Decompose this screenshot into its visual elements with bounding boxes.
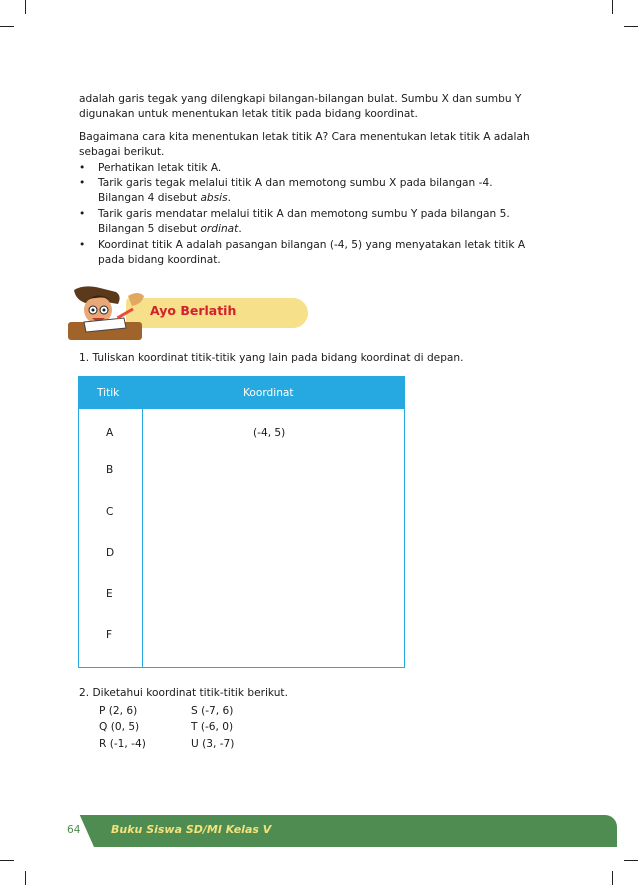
point-value: U (3, -7)	[191, 737, 235, 750]
student-writing-icon	[66, 282, 148, 344]
crop-mark	[25, 0, 26, 14]
body-text	[79, 92, 559, 268]
crop-mark	[624, 26, 638, 27]
text-line: Bilangan 4 disebut	[98, 192, 201, 205]
text-line: Tarik garis mendatar melalui titik A dan memotong sumbu Y pada bilangan 5.	[98, 207, 510, 220]
intro-paragraph	[79, 92, 559, 123]
list-item	[79, 238, 559, 269]
cell-point: A	[106, 427, 114, 439]
term-absis: absis	[200, 192, 228, 205]
cell-coordinate: (-4, 5)	[253, 427, 286, 439]
text-line: digunakan untuk menentukan letak titik pada bidang koordinat.	[79, 108, 418, 121]
table-header	[79, 377, 404, 409]
term-ordinat: ordinat	[200, 223, 239, 236]
list-item	[99, 703, 299, 719]
steps-list	[79, 161, 559, 269]
crop-mark	[25, 871, 26, 885]
section-banner	[66, 282, 256, 344]
column-divider	[142, 409, 143, 667]
text-line: .	[238, 223, 242, 236]
list-item	[79, 176, 559, 207]
page-number: 64	[67, 824, 81, 836]
point-value: T (-6, 0)	[191, 721, 234, 734]
header-point: Titik	[97, 387, 120, 399]
text-line: Bagaimana cara kita menentukan letak titik A? Cara menentukan letak titik A adalah	[79, 130, 530, 143]
point-value: S (-7, 6)	[191, 705, 234, 717]
cell-point: F	[106, 629, 113, 641]
point-value: Q (0, 5)	[99, 721, 140, 734]
coordinate-table	[78, 376, 405, 668]
points-list	[99, 703, 299, 752]
point-value: P (2, 6)	[99, 705, 138, 717]
list-item	[79, 207, 559, 238]
header-coordinate: Koordinat	[243, 387, 294, 399]
cell-point: B	[106, 464, 114, 476]
text-line: sebagai berikut.	[79, 146, 165, 159]
cell-point: D	[106, 547, 115, 559]
crop-mark	[612, 0, 613, 14]
exercise-1: 1. Tuliskan koordinat titik-titik yang lain pada bidang koordinat di depan.	[79, 352, 464, 364]
text-line: pada bidang koordinat.	[98, 254, 221, 267]
page-footer	[52, 815, 617, 847]
text-line: Koordinat titik A adalah pasangan bilangan (-4, 5) yang menyatakan letak titik A	[98, 238, 526, 251]
question-paragraph	[79, 130, 559, 161]
book-title: Buku Siswa SD/MI Kelas V	[111, 823, 272, 836]
list-item	[99, 736, 299, 752]
list-item	[79, 161, 559, 176]
text-line: Perhatikan letak titik A.	[98, 161, 222, 174]
text-line: Bilangan 5 disebut	[98, 223, 201, 236]
text-line: adalah garis tegak yang dilengkapi bilangan-bilangan bulat. Sumbu X dan sumbu Y	[79, 93, 522, 105]
exercise-2: 2. Diketahui koordinat titik-titik berikut.	[79, 687, 288, 699]
cell-point: E	[106, 588, 113, 600]
crop-mark	[0, 860, 14, 861]
crop-mark	[624, 860, 638, 861]
text-line: Tarik garis tegak melalui titik A dan memotong sumbu X pada bilangan -4.	[98, 177, 493, 190]
point-value: R (-1, -4)	[99, 737, 146, 750]
text-line: .	[227, 192, 232, 205]
list-item	[99, 719, 299, 735]
banner-label: Ayo Berlatih	[150, 303, 237, 318]
cell-point: C	[106, 506, 114, 518]
crop-mark	[0, 26, 14, 27]
crop-mark	[612, 871, 613, 885]
